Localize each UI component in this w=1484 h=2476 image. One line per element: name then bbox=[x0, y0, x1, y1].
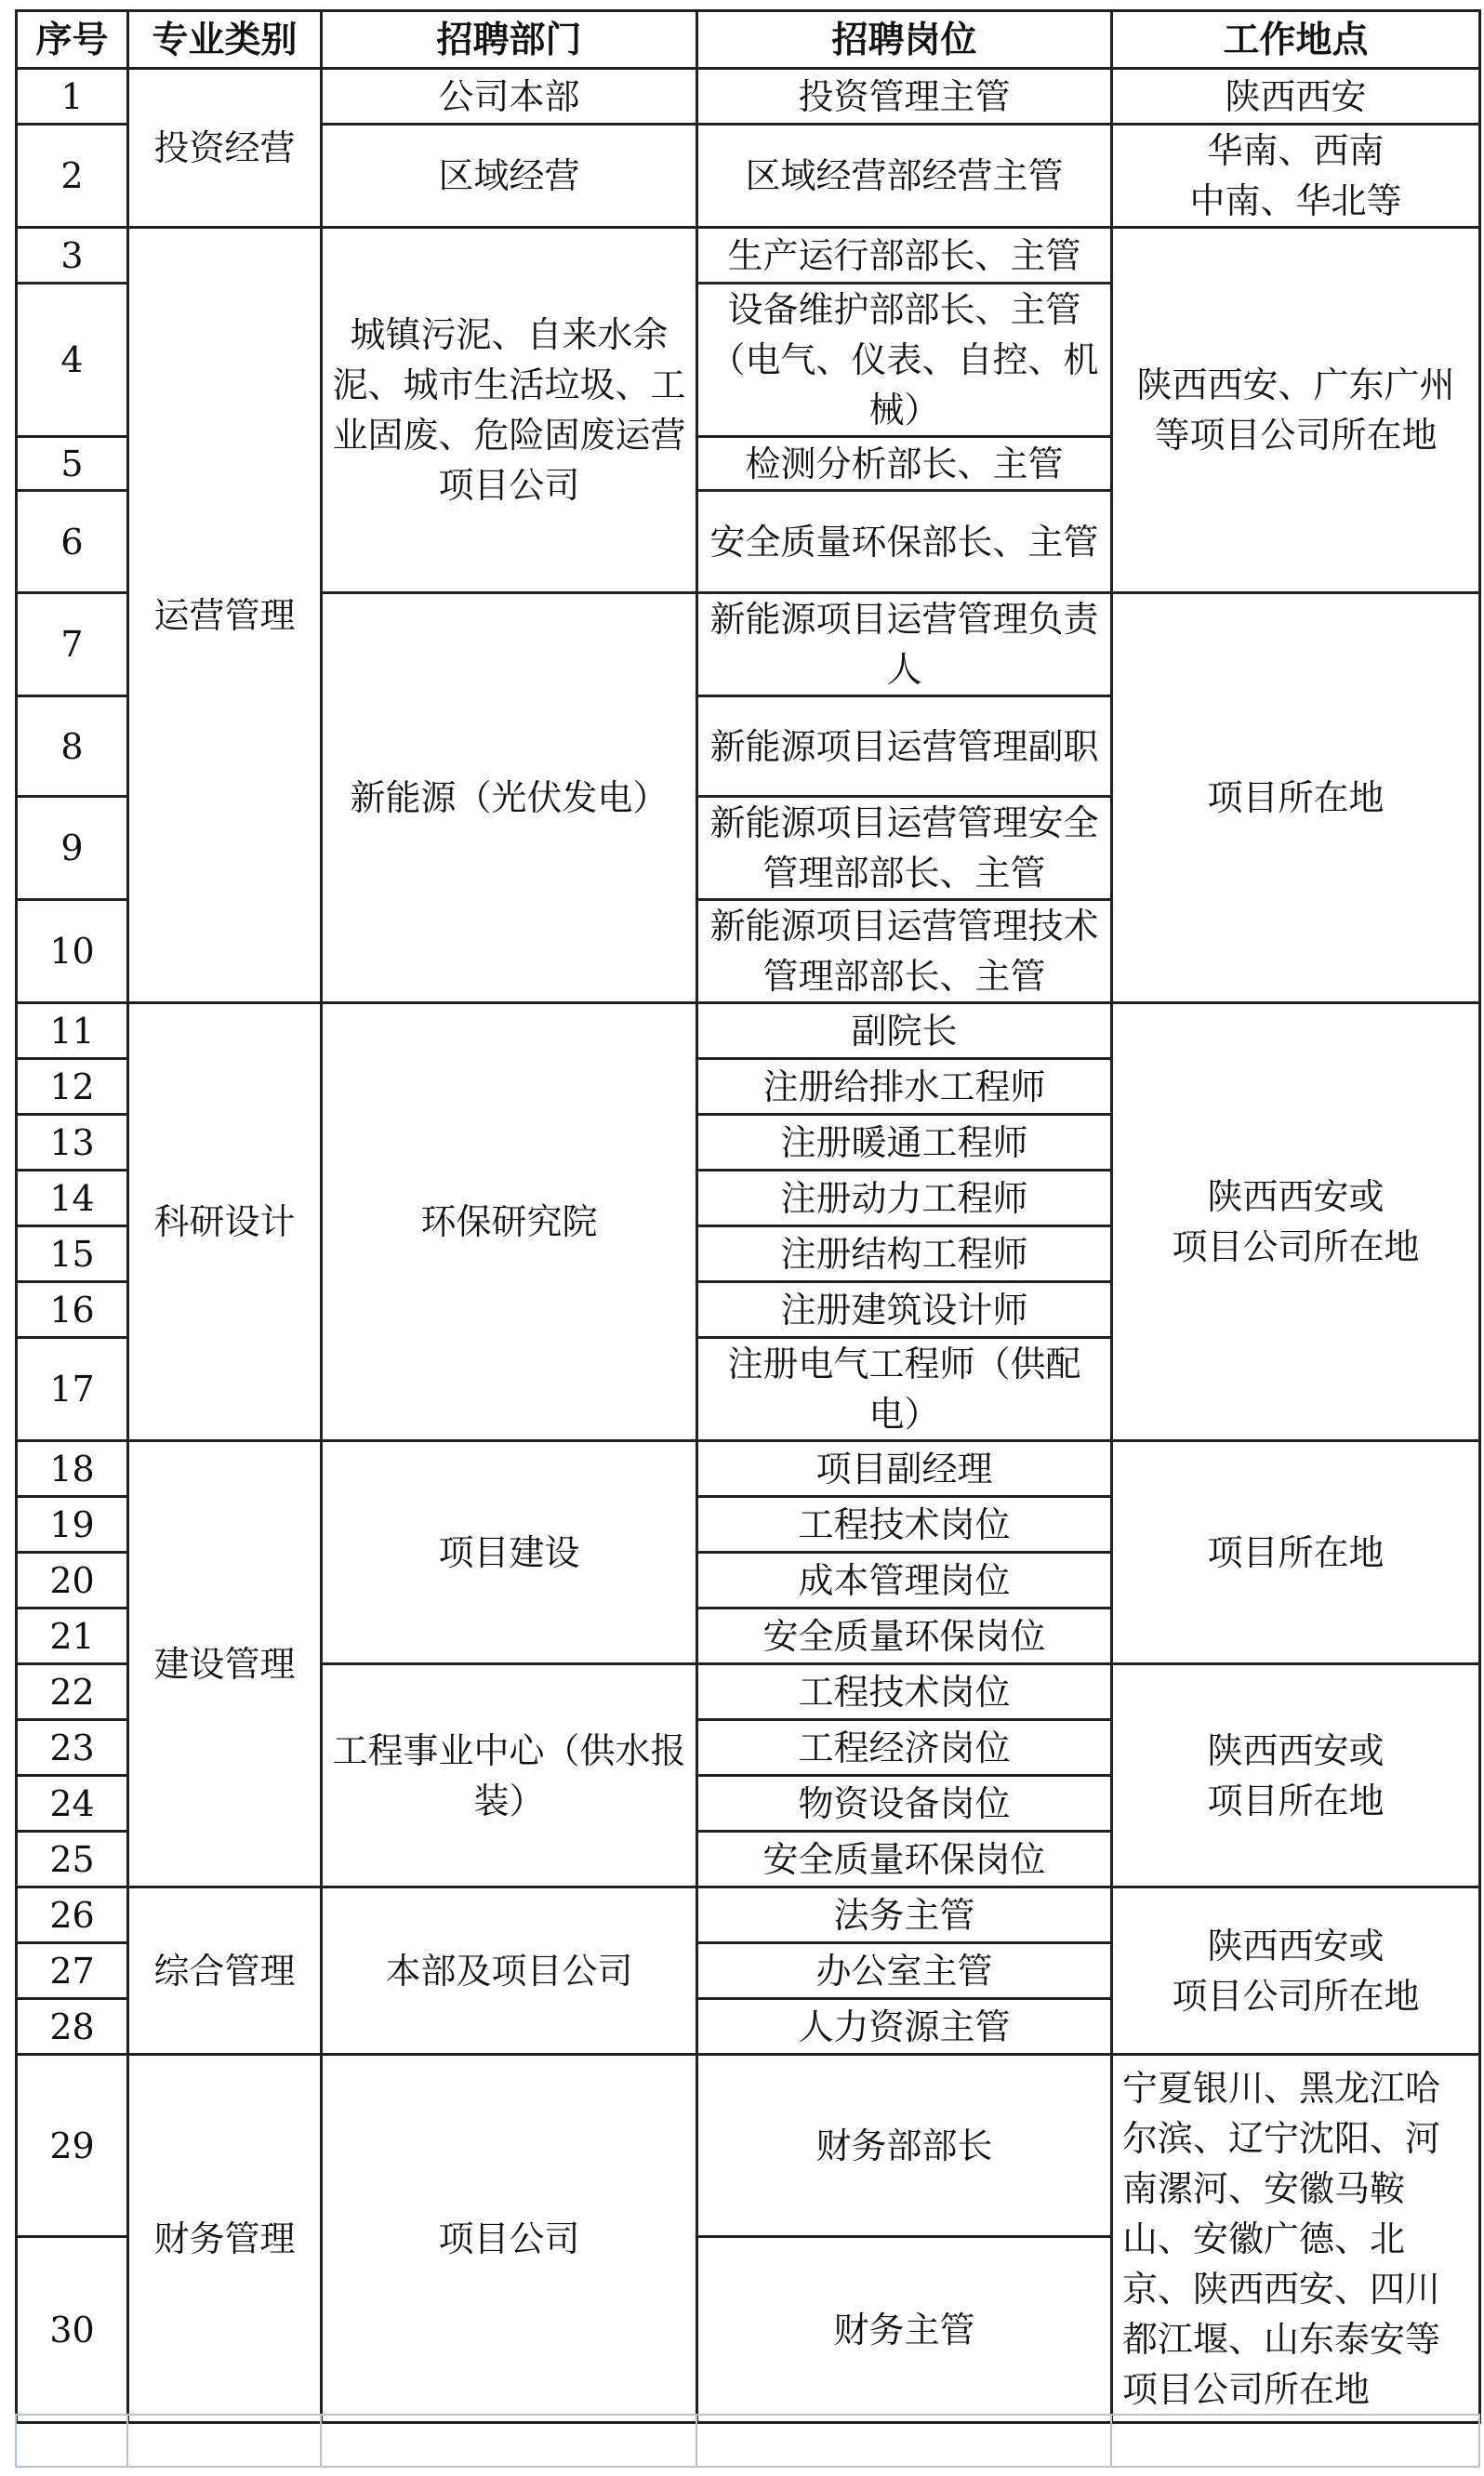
header-location: 工作地点 bbox=[1112, 11, 1480, 69]
position-cell: 新能源项目运营管理副职 bbox=[697, 696, 1112, 797]
row-index: 10 bbox=[17, 900, 128, 1003]
recruitment-table bbox=[15, 9, 1481, 2424]
row-index: 28 bbox=[17, 1999, 128, 2055]
empty-cell bbox=[127, 2415, 321, 2467]
position-cell: 物资设备岗位 bbox=[697, 1776, 1112, 1832]
department-cell: 新能源（光伏发电） bbox=[322, 593, 697, 1003]
empty-cell bbox=[1111, 2415, 1479, 2467]
position-cell: 法务主管 bbox=[697, 1887, 1112, 1943]
position-cell: 办公室主管 bbox=[697, 1943, 1112, 1999]
category-cell: 建设管理 bbox=[128, 1441, 322, 1887]
header-category: 专业类别 bbox=[128, 11, 322, 69]
position-cell: 区域经营部经营主管 bbox=[697, 125, 1112, 228]
position-cell: 工程经济岗位 bbox=[697, 1720, 1112, 1776]
category-cell: 综合管理 bbox=[128, 1887, 322, 2055]
table-row bbox=[17, 69, 1480, 125]
location-cell: 陕西西安 bbox=[1112, 69, 1480, 125]
row-index: 29 bbox=[17, 2055, 128, 2237]
category-cell: 投资经营 bbox=[128, 69, 322, 228]
row-index: 13 bbox=[17, 1115, 128, 1171]
position-cell: 财务主管 bbox=[697, 2237, 1112, 2423]
department-cell: 项目公司 bbox=[322, 2055, 697, 2423]
row-index: 23 bbox=[17, 1720, 128, 1776]
position-cell: 新能源项目运营管理安全管理部部长、主管 bbox=[697, 797, 1112, 900]
empty-cell bbox=[321, 2415, 696, 2467]
position-cell: 注册电气工程师（供配电） bbox=[697, 1338, 1112, 1441]
position-cell: 财务部部长 bbox=[697, 2055, 1112, 2237]
location-line: 项目公司所在地 bbox=[1172, 1975, 1420, 2017]
row-index: 30 bbox=[17, 2237, 128, 2423]
position-cell: 项目副经理 bbox=[697, 1441, 1112, 1497]
row-index: 19 bbox=[17, 1497, 128, 1553]
location-cell bbox=[1112, 125, 1480, 228]
row-index: 27 bbox=[17, 1943, 128, 1999]
empty-cell bbox=[696, 2415, 1111, 2467]
location-line: 华南、西南 bbox=[1207, 130, 1385, 171]
position-cell: 设备维护部部长、主管（电气、仪表、自控、机械） bbox=[697, 284, 1112, 437]
row-index: 8 bbox=[17, 696, 128, 797]
row-index: 25 bbox=[17, 1832, 128, 1887]
department-cell: 区域经营 bbox=[322, 125, 697, 228]
table-row bbox=[17, 1441, 1480, 1497]
location-cell bbox=[1112, 1664, 1480, 1887]
location-cell bbox=[1112, 1887, 1480, 2055]
position-cell: 检测分析部长、主管 bbox=[697, 437, 1112, 491]
position-cell: 工程技术岗位 bbox=[697, 1664, 1112, 1720]
position-cell: 注册建筑设计师 bbox=[697, 1282, 1112, 1338]
row-index: 24 bbox=[17, 1776, 128, 1832]
department-cell: 城镇污泥、自来水余泥、城市生活垃圾、工业固废、危险固废运营项目公司 bbox=[322, 228, 697, 593]
department-cell: 本部及项目公司 bbox=[322, 1887, 697, 2055]
row-index: 3 bbox=[17, 228, 128, 284]
department-cell: 公司本部 bbox=[322, 69, 697, 125]
location-line: 项目所在地 bbox=[1207, 1780, 1385, 1821]
position-cell: 新能源项目运营管理技术管理部部长、主管 bbox=[697, 900, 1112, 1003]
location-line: 陕西西安或 bbox=[1207, 1925, 1385, 1966]
department-cell: 项目建设 bbox=[322, 1441, 697, 1664]
empty-cell bbox=[16, 2415, 127, 2467]
category-cell: 财务管理 bbox=[128, 2055, 322, 2423]
position-cell: 成本管理岗位 bbox=[697, 1553, 1112, 1609]
location-cell bbox=[1112, 1003, 1480, 1441]
row-index: 12 bbox=[17, 1059, 128, 1115]
position-cell: 新能源项目运营管理负责人 bbox=[697, 593, 1112, 696]
row-index: 21 bbox=[17, 1609, 128, 1664]
row-index: 9 bbox=[17, 797, 128, 900]
table-row bbox=[17, 228, 1480, 284]
location-line: 项目公司所在地 bbox=[1172, 1226, 1420, 1267]
table-row bbox=[17, 1887, 1480, 1943]
category-cell: 科研设计 bbox=[128, 1003, 322, 1441]
position-cell: 生产运行部部长、主管 bbox=[697, 228, 1112, 284]
row-index: 11 bbox=[17, 1003, 128, 1059]
position-cell: 安全质量环保岗位 bbox=[697, 1832, 1112, 1887]
position-cell: 注册暖通工程师 bbox=[697, 1115, 1112, 1171]
department-cell: 环保研究院 bbox=[322, 1003, 697, 1441]
position-cell: 投资管理主管 bbox=[697, 69, 1112, 125]
table-row bbox=[17, 1003, 1480, 1059]
location-cell: 陕西西安、广东广州等项目公司所在地 bbox=[1112, 228, 1480, 593]
header-position: 招聘岗位 bbox=[697, 11, 1112, 69]
header-department: 招聘部门 bbox=[322, 11, 697, 69]
location-cell: 项目所在地 bbox=[1112, 1441, 1480, 1664]
location-cell: 项目所在地 bbox=[1112, 593, 1480, 1003]
row-index: 22 bbox=[17, 1664, 128, 1720]
empty-trailing-row bbox=[15, 2414, 1480, 2468]
position-cell: 注册结构工程师 bbox=[697, 1226, 1112, 1282]
row-index: 5 bbox=[17, 437, 128, 491]
row-index: 26 bbox=[17, 1887, 128, 1943]
position-cell: 人力资源主管 bbox=[697, 1999, 1112, 2055]
row-index: 6 bbox=[17, 491, 128, 593]
header-row bbox=[17, 11, 1480, 69]
row-index: 17 bbox=[17, 1338, 128, 1441]
location-cell: 宁夏银川、黑龙江哈尔滨、辽宁沈阳、河南漯河、安徽马鞍山、安徽广德、北京、陕西西安、四川都江堰、山东泰安等项目公司所在地 bbox=[1112, 2055, 1480, 2423]
position-cell: 注册动力工程师 bbox=[697, 1171, 1112, 1226]
category-cell: 运营管理 bbox=[128, 228, 322, 1003]
position-cell: 安全质量环保岗位 bbox=[697, 1609, 1112, 1664]
location-line: 陕西西安或 bbox=[1207, 1729, 1385, 1771]
table-row bbox=[17, 2055, 1480, 2237]
row-index: 15 bbox=[17, 1226, 128, 1282]
row-index: 1 bbox=[17, 69, 128, 125]
row-index: 2 bbox=[17, 125, 128, 228]
position-cell: 注册给排水工程师 bbox=[697, 1059, 1112, 1115]
row-index: 14 bbox=[17, 1171, 128, 1226]
department-cell: 工程事业中心（供水报装） bbox=[322, 1664, 697, 1887]
position-cell: 安全质量环保部长、主管 bbox=[697, 491, 1112, 593]
row-index: 20 bbox=[17, 1553, 128, 1609]
position-cell: 工程技术岗位 bbox=[697, 1497, 1112, 1553]
position-cell: 副院长 bbox=[697, 1003, 1112, 1059]
row-index: 4 bbox=[17, 284, 128, 437]
row-index: 16 bbox=[17, 1282, 128, 1338]
location-line: 陕西西安或 bbox=[1207, 1176, 1385, 1217]
location-line: 中南、华北等 bbox=[1189, 180, 1402, 221]
header-index: 序号 bbox=[17, 11, 128, 69]
row-index: 7 bbox=[17, 593, 128, 696]
row-index: 18 bbox=[17, 1441, 128, 1497]
